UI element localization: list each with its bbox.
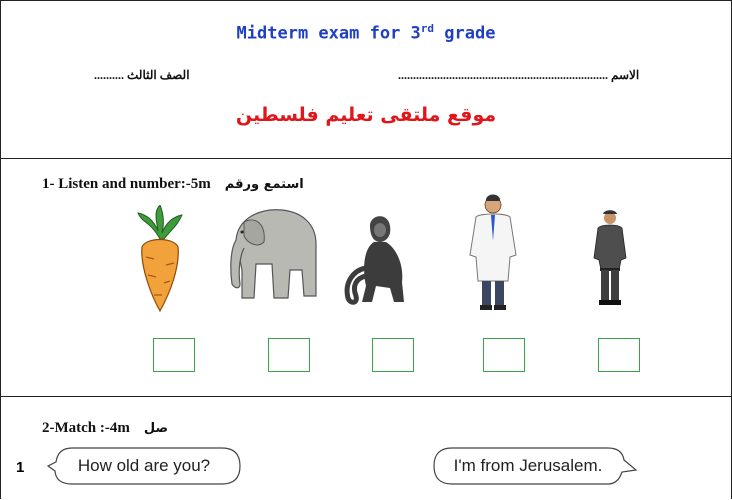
monkey-picture xyxy=(340,208,418,308)
answer-box[interactable] xyxy=(598,338,640,372)
speech-bubble-right xyxy=(432,446,638,490)
question-1-label: 1- Listen and number:-5m استمع ورقم xyxy=(42,176,304,192)
bubble-text: How old are you? xyxy=(77,456,211,475)
divider xyxy=(0,158,732,159)
police-officer-picture xyxy=(588,208,632,310)
speech-bubble-left xyxy=(46,446,242,490)
elephant-picture xyxy=(230,200,320,310)
carrot-picture xyxy=(132,205,188,315)
student-name-field: الاسم ...................................................................... xyxy=(398,68,640,82)
class-field: الصف الثالث .......... xyxy=(94,68,190,82)
answer-box[interactable] xyxy=(483,338,525,372)
match-row-number: 1 xyxy=(16,459,25,476)
exam-title: Midterm exam for 3rd grade xyxy=(236,22,496,44)
bubble-text: I'm from Jerusalem. xyxy=(453,456,603,475)
answer-box[interactable] xyxy=(268,338,310,372)
doctor-picture xyxy=(462,193,524,313)
answer-box[interactable] xyxy=(153,338,195,372)
answer-box[interactable] xyxy=(372,338,414,372)
question-2-label: 2-Match :-4m صل xyxy=(42,420,169,436)
site-name: موقع ملتقى تعليم فلسطين xyxy=(235,104,497,126)
divider xyxy=(0,396,732,397)
